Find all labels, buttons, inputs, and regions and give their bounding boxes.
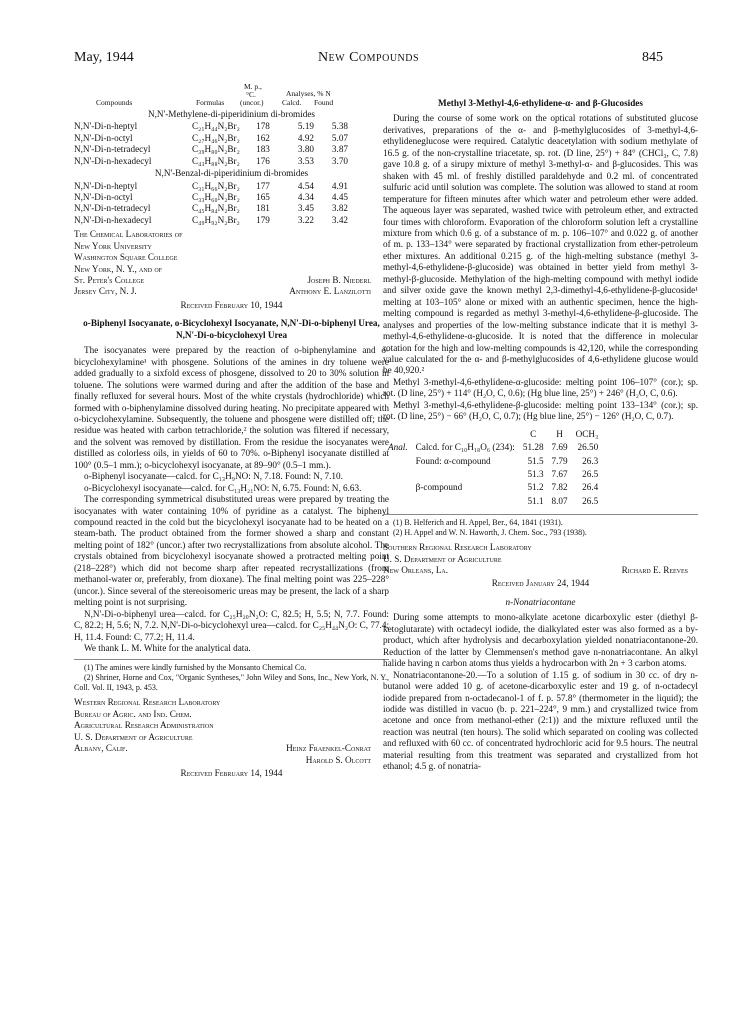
paragraph: Methyl 3-methyl-4,6-ethylidene-β-glucoside: melting point 133–134° (cor.); sp. rot. (D line, 25°) − 66° (H₂O, C, 0.7); (Hg blue line, 25°) − 126° (H₂O, C, 0.7). <box>383 399 698 422</box>
formula: C₂₁H₄₄N₂Br₂ <box>192 121 240 132</box>
found-value: 3.70 <box>331 155 348 166</box>
table-row <box>74 181 348 192</box>
affil-line: St. Peter's College <box>74 274 145 285</box>
calcd-value: 3.53 <box>297 155 314 166</box>
anal-c: 51.28 <box>522 442 544 453</box>
melting-point: 176 <box>256 155 270 166</box>
formula: C₃₁H₆₆N₂Br₂ <box>192 180 240 191</box>
col-found: Found <box>314 97 334 107</box>
found-value: 3.87 <box>331 144 348 155</box>
received-date: Received January 24, 1944 <box>491 578 590 589</box>
anal-label: Anal. <box>388 442 408 453</box>
melting-point: 183 <box>256 144 270 155</box>
paragraph: During the course of some work on the optical rotations of substituted glucose derivatives, preparations of the α- and β-methylglucosides of 3-methyl-4,6-ethylideneglucose were required. Catalytic deacetylation with sodium methylate of 16.5 g. of the non-crystalline triacetate, sp. rot. (D line, 25°) + 84° (CHCl₃, C, 7.8) gave 10.8 g. of a sirupy mixture of methyl 3-methyl-α- and β-glucosides. This was shaken with 45 ml. of freshly distilled paraldehyde and 0.2 ml. of concentrated sulfuric acid until solution was complete. The solution was allowed to stand at room temperature for fifteen minutes after which water and petroleum ether were added. The aqueous layer was separated, washed twice with petroleum ether, and extracted four times with chloroform. Evaporation of the chloroform solution left a crystalline mixture from which 0.6 g. of a substance of m. p. 106–107° and 0.022 g. of another of m. p. 133–134° were separated by fractional crystallization from ether-petroleum ether mixtures. An additional 0.215 g. of the high-melting substance (methyl 3-methyl-4,6-ethylidene-β-glucoside) was obtained in better yield from methyl 3-methyl-β-glucoside. Methylation of the high-melting compound with methyl iodide and silver oxide gave the known methyl 2,3-dimethyl-4,6-ethylidene-β-glucoside¹ melting at 103–105° alone or mixed with an authentic specimen, hence the high-melting compound is regarded as methyl 3-methyl-4,6-ethylidene-β-glucoside. The analyses and properties of the low-melting substance indicate that it is methyl 3-methyl-4,6-ethylidene-α-glucoside. It is noted that the difference in molecular rotation for the high and low-melting compounds is 42,120, while the corresponding value calculated for the α- and β-methylglucosides of 4,6-ethylidene glucose would be 40,920.² <box>383 113 698 376</box>
anal-label <box>385 469 411 480</box>
paragraph: The isocyanates were prepared by the reaction of o-biphenylamine and o-bicyclohexylamine¹ with phosgene. Solutions of the amines in dry toluene were added gradually to a sixfold excess of phosgene, dissolved to 20 to 30% solution in toluene. The solutions were warmed during and after the addition of the base and finally refluxed for several hours. Most of the white crystals (hydrochloride) which formed with o-biphenylamine dissolved during heating. No precipitate appeared with o-bicyclohexylamine. Subsequently, the toluene and phosgene were distilled off; the residue was heated with carbon tetrachloride,² the solution was filtered if necessary, and the solvent was removed by distillation. From the residue the isocyanates were distilled as colorless oils, in yields of 60 to 70%. o-Biphenyl isocyanate distilled at 100° (0.5–1 mm.); o-bicyclohexyl isocyanate, at 89–90° (0.5–1 mm.). <box>74 345 389 470</box>
affiliation-3 <box>383 542 698 576</box>
found-value: 4.91 <box>331 180 348 191</box>
group1-title: N,N'-Methylene-di-piperidinium di-bromides <box>148 109 315 119</box>
found-value: 5.07 <box>331 132 348 143</box>
paragraph: We thank L. M. White for the analytical data. <box>84 643 251 654</box>
paragraph: N,N'-Di-o-biphenyl urea—calcd. for C₂₅H₂₀N₂O: C, 82.5; H, 5.5; N, 7.7. Found: C, 82.2; H, 5.6; N, 7.2. N,N'-Di-o-bicyclohexyl urea—calcd. for C₂₅H₄₄N₂O: C, 77.4; H, 11.4. Found: C, 77.2; H, 11.4. <box>74 608 389 642</box>
compound-name: N,N'-Di-n-tetradecyl <box>74 144 151 155</box>
table-row <box>74 203 348 214</box>
anal-col-h: H <box>556 428 563 439</box>
affil-line: Bureau of Agric. and Ind. Chem. <box>74 708 192 719</box>
affil-line: Agricultural Research Administration <box>74 720 214 731</box>
author-name: Harold S. Olcott <box>305 754 371 765</box>
table-row <box>385 442 601 453</box>
col-calcd: Calcd. <box>282 97 302 107</box>
footnotes <box>383 514 698 538</box>
table-row <box>74 156 348 167</box>
right-column <box>383 84 698 773</box>
affil-line: Southern Regional Research Laboratory <box>383 542 532 553</box>
anal-label <box>385 482 411 493</box>
anal-och3: 26.3 <box>582 455 599 466</box>
footnote: (2) H. Appel and W. N. Haworth, J. Chem. Soc., 793 (1938). <box>393 528 587 538</box>
table-row <box>74 144 348 155</box>
anal-label <box>385 456 411 467</box>
affiliation-2 <box>74 697 389 766</box>
footnote: (1) The amines were kindly furnished by the Monsanto Chemical Co. <box>84 663 307 673</box>
anal-och3: 26.5 <box>582 495 599 506</box>
affil-line: Washington Square College <box>74 252 178 263</box>
paragraph: Methyl 3-methyl-4,6-ethylidene-α-glucoside: melting point 106–107° (cor.); sp. rot. (D line, 25°) + 114° (H₂O, C, 0.6); (Hg blue line, 25°) + 246° (H₂O, C, 0.6). <box>383 376 698 399</box>
anal-och3: 26.4 <box>582 482 599 493</box>
affil-city: Jersey City, N. J. <box>74 286 137 297</box>
table-header <box>74 81 389 108</box>
anal-col-c: C <box>530 428 537 439</box>
author-name: Joseph B. Niederl <box>307 274 371 285</box>
anal-h: 8.07 <box>551 495 568 506</box>
paragraph: o-Bicyclohexyl isocyanate—calcd. for C₁₃H₂₁NO: N, 6.75. Found: N, 6.63. <box>84 482 362 493</box>
table-row <box>385 469 601 480</box>
found-value: 3.42 <box>331 214 348 225</box>
calcd-value: 4.92 <box>297 132 314 143</box>
compound-name: N,N'-Di-n-octyl <box>74 191 133 202</box>
anal-och3: 26.5 <box>582 468 599 479</box>
compound-name: N,N'-Di-n-tetradecyl <box>74 203 151 214</box>
paragraph: o-Biphenyl isocyanate—calcd. for C₁₃H₉NO: N, 7.18. Found: N, 7.10. <box>84 471 343 482</box>
compound-name: N,N'-Di-n-hexadecyl <box>74 155 152 166</box>
col-mp-unit: °C. <box>246 89 256 99</box>
col-mp: M. p., <box>244 81 262 91</box>
table-row <box>74 133 348 144</box>
formula: C₄₅H₈₄N₂Br₂ <box>192 203 240 214</box>
group2-title: N,N'-Benzal-di-piperidinium di-bromides <box>154 168 309 179</box>
affil-line: The Chemical Laboratories of <box>74 229 183 240</box>
anal-c: 51.2 <box>527 482 544 493</box>
calcd-value: 3.22 <box>297 214 314 225</box>
article-title: n-Nonatriacontane <box>505 596 576 607</box>
col-compounds: Compounds <box>96 97 133 107</box>
formula: C₄₃H₈₈N₂Br₂ <box>192 155 240 166</box>
melting-point: 179 <box>256 214 270 225</box>
table-row <box>74 192 348 203</box>
calcd-value: 5.19 <box>297 121 314 132</box>
article-title: Methyl 3-Methyl-4,6-ethylidene-α- and β-Glucosides <box>438 98 643 108</box>
affil-city: New Orleans, La. <box>383 565 449 576</box>
col-mp-note: (uncor.) <box>240 97 264 107</box>
affil-line: New York University <box>74 240 152 251</box>
affil-line: U. S. Department of Agriculture <box>74 731 193 742</box>
affil-line: New York, N. Y., and of <box>74 263 163 274</box>
affil-line: Western Regional Research Laboratory <box>74 697 221 708</box>
paragraph: Nonatriacontanone-20.—To a solution of 1.15 g. of sodium in 30 cc. of dry n-butanol were added 10 g. of acetone-dicarboxylic ester and 19 g. of n-octadecyl iodide prepared from n-octadecanol-1 of f. p. 57.8° (thermometer in the liquid); the iodide was distilled in vacuo (b. p. 221–224°, 9 mm.) and crystallized twice from acetone and once from methanol-ether (2:1)) and the mixture refluxed until the reaction was neutral (ten hours). The solid which separated on cooling was collected and refluxed with 60 cc. of concentrated hydrochloric acid for 9.5 hours. The neutral material resulting from this treatment was separated and crystallized from hot ethanol; 4.5 g. of nonatria- <box>383 669 698 772</box>
table-row <box>385 456 601 467</box>
compound-name: N,N'-Di-n-octyl <box>74 132 133 143</box>
anal-h: 7.69 <box>551 442 568 453</box>
anal-h: 7.79 <box>551 455 568 466</box>
melting-point: 165 <box>256 191 270 202</box>
found-value: 3.82 <box>331 203 348 214</box>
paragraph: During some attempts to mono-alkylate acetone dicarboxylic ester (diethyl β-ketoglutarate) with octadecyl iodide, the dialkylated ester was also formed as a by-product, which after hydrolysis and decarboxylation yielded nonatriacontanone-20. Reduction of the latter by Clemmensen's method gave n-nonatriacontane. An alkyl halide having n carbon atoms thus yields a hydrocarbon with 2n + 3 carbon atoms. <box>383 612 698 669</box>
table-row <box>385 482 601 493</box>
anal-c: 51.3 <box>527 468 544 479</box>
affil-line: U. S. Department of Agriculture <box>383 553 502 564</box>
header-section: New Compounds <box>317 50 420 65</box>
anal-label <box>385 496 411 507</box>
compound-name: N,N'-Di-n-hexadecyl <box>74 214 152 225</box>
anal-desc: Found: α-compound <box>415 455 491 466</box>
table-row <box>74 121 348 132</box>
melting-point: 178 <box>256 121 270 132</box>
anal-desc: Calcd. for C₁₀H₁₈O₆ (234): <box>415 442 515 453</box>
paragraph: The corresponding symmetrical disubstituted ureas were prepared by treating the isocyanates with water containing 10% of pyridine as a catalyst. The biphenyl compound reacted in the cold but the bicyclohexyl isocyanate had to be heated on a steam-bath. The product obtained from the former showed a sharp and constant melting point of 182° (uncor.) after two recrystallizations from absolute alcohol. The crystals obtained from bicyclohexyl isocyanate showed a protracted melting point (218–228°) which did not become sharp after repeated recrystallizations (from methanol-water or, preferably, from dioxane). The final melting point was 225–228° (uncor.). Since several of the stereoisomeric ureas may be present, the lack of a sharp melting point is not surprising. <box>74 494 389 608</box>
author-name: Heinz Fraenkel-Conrat <box>286 743 371 754</box>
anal-c: 51.1 <box>527 495 544 506</box>
melting-point: 181 <box>256 203 270 214</box>
anal-desc <box>413 469 518 480</box>
group2-table <box>74 181 348 227</box>
col-formulas: Formulas <box>196 97 225 107</box>
footnote: (1) B. Helferich and H. Appel, Ber., 64, 1841 (1931). <box>393 518 563 528</box>
received-date: Received February 10, 1944 <box>180 299 283 310</box>
calcd-value: 4.34 <box>297 191 314 202</box>
formula: C₄₉H₉₂N₂Br₂ <box>192 214 240 225</box>
analysis-table <box>383 427 698 509</box>
anal-desc <box>413 496 518 507</box>
formula: C₃₉H₈₀N₂Br₂ <box>192 144 240 155</box>
group1-table <box>74 121 348 167</box>
received-date: Received February 14, 1944 <box>180 768 283 779</box>
anal-col-och3: OCH₃ <box>575 428 599 439</box>
affiliation-1 <box>74 229 389 298</box>
page-number: 845 <box>642 50 663 65</box>
anal-c: 51.5 <box>527 455 544 466</box>
article-title: o-Biphenyl Isocyanate, o-Bicyclohexyl Isocyanate, N,N'-Di-o-biphenyl Urea, N,N'-Di-o-bicyclohexyl Urea <box>83 318 380 340</box>
table-row <box>74 215 348 226</box>
page-header <box>74 50 663 70</box>
melting-point: 162 <box>256 132 270 143</box>
compound-name: N,N'-Di-n-heptyl <box>74 180 138 191</box>
header-date: May, 1944 <box>74 50 134 65</box>
found-value: 4.45 <box>331 191 348 202</box>
col-analyses: Analyses, % N <box>286 88 331 98</box>
formula: C₃₃H₆₀N₂Br₂ <box>192 191 240 202</box>
formula: C₂₇H₄₆N₂Br₂ <box>192 132 240 143</box>
footnotes <box>74 659 389 693</box>
affil-city: Albany, Calif. <box>74 743 128 754</box>
anal-h: 7.67 <box>551 468 568 479</box>
calcd-value: 4.54 <box>297 180 314 191</box>
footnote: (2) Shriner, Horne and Cox, "Organic Syntheses," John Wiley and Sons, Inc., New York, N. Y., Coll. Vol. II, 1943, p. 453. <box>74 673 389 693</box>
calcd-value: 3.45 <box>297 203 314 214</box>
anal-desc: β-compound <box>415 482 463 493</box>
anal-och3: 26.50 <box>577 442 599 453</box>
anal-h: 7.82 <box>551 482 568 493</box>
table-row <box>385 496 601 507</box>
calcd-value: 3.80 <box>297 144 314 155</box>
found-value: 5.38 <box>331 121 348 132</box>
author-name: Richard E. Reeves <box>621 565 688 576</box>
left-column <box>74 81 389 786</box>
author-name: Anthony E. Lanzilotti <box>289 286 371 297</box>
compound-name: N,N'-Di-n-heptyl <box>74 121 138 132</box>
melting-point: 177 <box>256 180 270 191</box>
